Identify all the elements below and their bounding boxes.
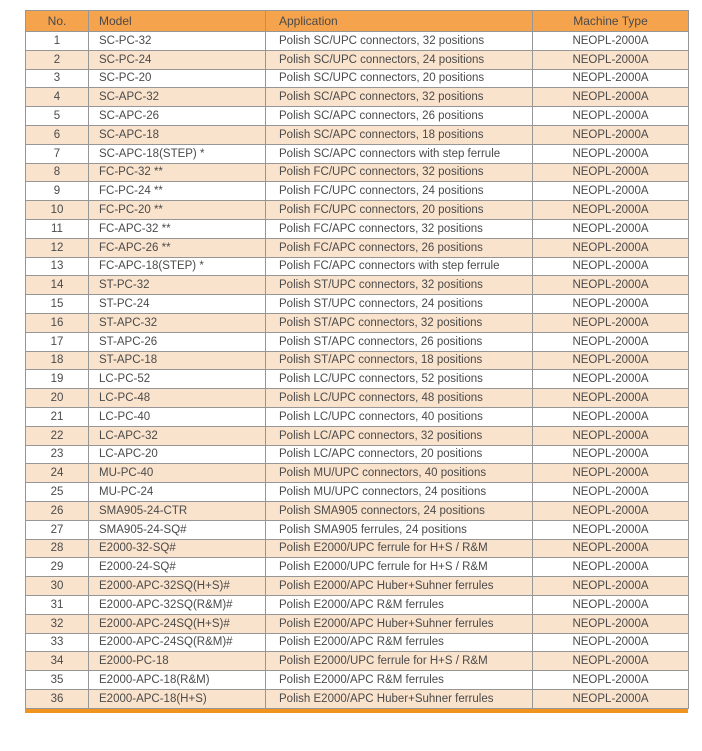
- cell-no: 6: [26, 125, 89, 144]
- cell-machine-type: NEOPL-2000A: [533, 501, 689, 520]
- cell-machine-type: NEOPL-2000A: [533, 125, 689, 144]
- cell-application: Polish LC/UPC connectors, 52 positions: [266, 370, 533, 389]
- table-row: [26, 445, 689, 464]
- column-header-model: Model: [89, 11, 266, 32]
- cell-machine-type: NEOPL-2000A: [533, 407, 689, 426]
- cell-application: Polish SMA905 ferrules, 24 positions: [266, 520, 533, 539]
- table-row: [26, 407, 689, 426]
- cell-machine-type: NEOPL-2000A: [533, 313, 689, 332]
- cell-no: 14: [26, 276, 89, 295]
- cell-no: 24: [26, 464, 89, 483]
- cell-machine-type: NEOPL-2000A: [533, 238, 689, 257]
- cell-application: Polish SC/APC connectors, 32 positions: [266, 88, 533, 107]
- cell-model: E2000-32-SQ#: [89, 539, 266, 558]
- cell-model: SMA905-24-CTR: [89, 501, 266, 520]
- table-row: [26, 614, 689, 633]
- cell-model: SC-APC-26: [89, 107, 266, 126]
- table-row: [26, 501, 689, 520]
- cell-application: Polish MU/UPC connectors, 24 positions: [266, 483, 533, 502]
- cell-application: Polish E2000/UPC ferrule for H+S / R&M: [266, 558, 533, 577]
- cell-application: Polish SC/UPC connectors, 24 positions: [266, 50, 533, 69]
- product-table: [25, 10, 689, 709]
- cell-no: 3: [26, 69, 89, 88]
- cell-application: Polish E2000/APC Huber+Suhner ferrules: [266, 689, 533, 708]
- cell-model: LC-PC-40: [89, 407, 266, 426]
- cell-machine-type: NEOPL-2000A: [533, 351, 689, 370]
- table-row: [26, 671, 689, 690]
- cell-no: 18: [26, 351, 89, 370]
- table-row: [26, 633, 689, 652]
- table-row: [26, 32, 689, 51]
- cell-machine-type: NEOPL-2000A: [533, 332, 689, 351]
- table-row: [26, 370, 689, 389]
- cell-model: LC-APC-20: [89, 445, 266, 464]
- cell-application: Polish E2000/APC R&M ferrules: [266, 595, 533, 614]
- cell-application: Polish SC/APC connectors, 18 positions: [266, 125, 533, 144]
- table-row: [26, 182, 689, 201]
- cell-model: FC-APC-26 **: [89, 238, 266, 257]
- cell-no: 22: [26, 426, 89, 445]
- cell-application: Polish ST/APC connectors, 18 positions: [266, 351, 533, 370]
- table-row: [26, 652, 689, 671]
- cell-no: 30: [26, 577, 89, 596]
- cell-no: 17: [26, 332, 89, 351]
- cell-no: 5: [26, 107, 89, 126]
- column-header-no: No.: [26, 11, 89, 32]
- cell-no: 35: [26, 671, 89, 690]
- cell-machine-type: NEOPL-2000A: [533, 483, 689, 502]
- cell-model: E2000-24-SQ#: [89, 558, 266, 577]
- cell-model: LC-PC-48: [89, 389, 266, 408]
- cell-machine-type: NEOPL-2000A: [533, 577, 689, 596]
- cell-machine-type: NEOPL-2000A: [533, 182, 689, 201]
- cell-application: Polish E2000/UPC ferrule for H+S / R&M: [266, 652, 533, 671]
- table-row: [26, 125, 689, 144]
- cell-machine-type: NEOPL-2000A: [533, 464, 689, 483]
- cell-application: Polish E2000/APC Huber+Suhner ferrules: [266, 577, 533, 596]
- table-row: [26, 332, 689, 351]
- cell-application: Polish SC/UPC connectors, 32 positions: [266, 32, 533, 51]
- cell-application: Polish FC/APC connectors, 26 positions: [266, 238, 533, 257]
- cell-no: 16: [26, 313, 89, 332]
- cell-no: 20: [26, 389, 89, 408]
- cell-model: ST-APC-26: [89, 332, 266, 351]
- cell-application: Polish ST/APC connectors, 32 positions: [266, 313, 533, 332]
- cell-model: SC-PC-32: [89, 32, 266, 51]
- cell-machine-type: NEOPL-2000A: [533, 69, 689, 88]
- cell-model: FC-APC-32 **: [89, 219, 266, 238]
- cell-model: E2000-APC-24SQ(R&M)#: [89, 633, 266, 652]
- cell-application: Polish LC/UPC connectors, 40 positions: [266, 407, 533, 426]
- cell-model: ST-APC-18: [89, 351, 266, 370]
- cell-application: Polish E2000/APC R&M ferrules: [266, 671, 533, 690]
- cell-machine-type: NEOPL-2000A: [533, 671, 689, 690]
- cell-model: E2000-APC-32SQ(R&M)#: [89, 595, 266, 614]
- table-body: [26, 32, 689, 709]
- table-bottom-accent-bar: [25, 709, 688, 713]
- cell-application: Polish FC/UPC connectors, 20 positions: [266, 201, 533, 220]
- cell-model: MU-PC-24: [89, 483, 266, 502]
- table-row: [26, 257, 689, 276]
- cell-machine-type: NEOPL-2000A: [533, 652, 689, 671]
- cell-machine-type: NEOPL-2000A: [533, 520, 689, 539]
- cell-machine-type: NEOPL-2000A: [533, 144, 689, 163]
- cell-application: Polish E2000/UPC ferrule for H+S / R&M: [266, 539, 533, 558]
- cell-machine-type: NEOPL-2000A: [533, 163, 689, 182]
- cell-model: ST-PC-24: [89, 295, 266, 314]
- table-row: [26, 50, 689, 69]
- cell-model: E2000-APC-24SQ(H+S)#: [89, 614, 266, 633]
- cell-machine-type: NEOPL-2000A: [533, 614, 689, 633]
- table-row: [26, 389, 689, 408]
- cell-no: 15: [26, 295, 89, 314]
- cell-machine-type: NEOPL-2000A: [533, 595, 689, 614]
- table-row: [26, 577, 689, 596]
- cell-model: MU-PC-40: [89, 464, 266, 483]
- cell-no: 31: [26, 595, 89, 614]
- table-row: [26, 313, 689, 332]
- cell-model: LC-APC-32: [89, 426, 266, 445]
- cell-no: 12: [26, 238, 89, 257]
- cell-application: Polish FC/APC connectors with step ferrule: [266, 257, 533, 276]
- cell-machine-type: NEOPL-2000A: [533, 295, 689, 314]
- cell-application: Polish FC/UPC connectors, 32 positions: [266, 163, 533, 182]
- table-row: [26, 351, 689, 370]
- cell-machine-type: NEOPL-2000A: [533, 689, 689, 708]
- table-row: [26, 201, 689, 220]
- cell-model: SC-APC-18(STEP) *: [89, 144, 266, 163]
- column-header-machine-type: Machine Type: [533, 11, 689, 32]
- table-row: [26, 558, 689, 577]
- cell-no: 13: [26, 257, 89, 276]
- cell-model: FC-APC-18(STEP) *: [89, 257, 266, 276]
- cell-no: 25: [26, 483, 89, 502]
- cell-application: Polish LC/APC connectors, 20 positions: [266, 445, 533, 464]
- product-table-container: [25, 10, 688, 713]
- cell-no: 7: [26, 144, 89, 163]
- cell-machine-type: NEOPL-2000A: [533, 201, 689, 220]
- cell-machine-type: NEOPL-2000A: [533, 539, 689, 558]
- table-row: [26, 144, 689, 163]
- table-row: [26, 238, 689, 257]
- table-row: [26, 69, 689, 88]
- cell-model: E2000-PC-18: [89, 652, 266, 671]
- cell-no: 36: [26, 689, 89, 708]
- table-row: [26, 107, 689, 126]
- cell-model: FC-PC-32 **: [89, 163, 266, 182]
- table-row: [26, 520, 689, 539]
- table-row: [26, 595, 689, 614]
- table-row: [26, 426, 689, 445]
- cell-model: E2000-APC-32SQ(H+S)#: [89, 577, 266, 596]
- cell-no: 33: [26, 633, 89, 652]
- cell-application: Polish E2000/APC Huber+Suhner ferrules: [266, 614, 533, 633]
- cell-machine-type: NEOPL-2000A: [533, 276, 689, 295]
- cell-no: 32: [26, 614, 89, 633]
- cell-no: 19: [26, 370, 89, 389]
- column-header-application: Application: [266, 11, 533, 32]
- table-row: [26, 464, 689, 483]
- cell-no: 11: [26, 219, 89, 238]
- table-row: [26, 483, 689, 502]
- cell-model: FC-PC-24 **: [89, 182, 266, 201]
- cell-machine-type: NEOPL-2000A: [533, 32, 689, 51]
- cell-application: Polish FC/APC connectors, 32 positions: [266, 219, 533, 238]
- cell-model: ST-APC-32: [89, 313, 266, 332]
- header-row: [26, 11, 689, 32]
- cell-model: E2000-APC-18(R&M): [89, 671, 266, 690]
- cell-no: 10: [26, 201, 89, 220]
- cell-model: SC-APC-32: [89, 88, 266, 107]
- table-row: [26, 88, 689, 107]
- table-row: [26, 219, 689, 238]
- cell-model: SC-PC-20: [89, 69, 266, 88]
- cell-no: 8: [26, 163, 89, 182]
- cell-no: 9: [26, 182, 89, 201]
- cell-model: LC-PC-52: [89, 370, 266, 389]
- cell-no: 4: [26, 88, 89, 107]
- cell-model: SC-APC-18: [89, 125, 266, 144]
- cell-model: SMA905-24-SQ#: [89, 520, 266, 539]
- cell-no: 34: [26, 652, 89, 671]
- cell-model: SC-PC-24: [89, 50, 266, 69]
- cell-model: FC-PC-20 **: [89, 201, 266, 220]
- cell-application: Polish SC/APC connectors with step ferrule: [266, 144, 533, 163]
- table-row: [26, 163, 689, 182]
- cell-no: 2: [26, 50, 89, 69]
- cell-application: Polish ST/UPC connectors, 32 positions: [266, 276, 533, 295]
- cell-machine-type: NEOPL-2000A: [533, 445, 689, 464]
- cell-machine-type: NEOPL-2000A: [533, 219, 689, 238]
- table-row: [26, 276, 689, 295]
- cell-no: 28: [26, 539, 89, 558]
- cell-machine-type: NEOPL-2000A: [533, 633, 689, 652]
- cell-no: 23: [26, 445, 89, 464]
- cell-machine-type: NEOPL-2000A: [533, 50, 689, 69]
- cell-application: Polish LC/UPC connectors, 48 positions: [266, 389, 533, 408]
- cell-application: Polish SC/UPC connectors, 20 positions: [266, 69, 533, 88]
- cell-no: 27: [26, 520, 89, 539]
- cell-machine-type: NEOPL-2000A: [533, 558, 689, 577]
- cell-model: E2000-APC-18(H+S): [89, 689, 266, 708]
- cell-machine-type: NEOPL-2000A: [533, 370, 689, 389]
- cell-no: 21: [26, 407, 89, 426]
- cell-machine-type: NEOPL-2000A: [533, 389, 689, 408]
- cell-machine-type: NEOPL-2000A: [533, 88, 689, 107]
- cell-model: ST-PC-32: [89, 276, 266, 295]
- cell-application: Polish ST/APC connectors, 26 positions: [266, 332, 533, 351]
- cell-application: Polish FC/UPC connectors, 24 positions: [266, 182, 533, 201]
- table-header: [26, 11, 689, 32]
- cell-machine-type: NEOPL-2000A: [533, 257, 689, 276]
- cell-no: 1: [26, 32, 89, 51]
- cell-machine-type: NEOPL-2000A: [533, 107, 689, 126]
- cell-application: Polish SC/APC connectors, 26 positions: [266, 107, 533, 126]
- cell-application: Polish E2000/APC R&M ferrules: [266, 633, 533, 652]
- cell-machine-type: NEOPL-2000A: [533, 426, 689, 445]
- cell-application: Polish LC/APC connectors, 32 positions: [266, 426, 533, 445]
- table-row: [26, 689, 689, 708]
- cell-application: Polish SMA905 connectors, 24 positions: [266, 501, 533, 520]
- table-row: [26, 295, 689, 314]
- cell-application: Polish MU/UPC connectors, 40 positions: [266, 464, 533, 483]
- cell-application: Polish ST/UPC connectors, 24 positions: [266, 295, 533, 314]
- table-row: [26, 539, 689, 558]
- cell-no: 29: [26, 558, 89, 577]
- cell-no: 26: [26, 501, 89, 520]
